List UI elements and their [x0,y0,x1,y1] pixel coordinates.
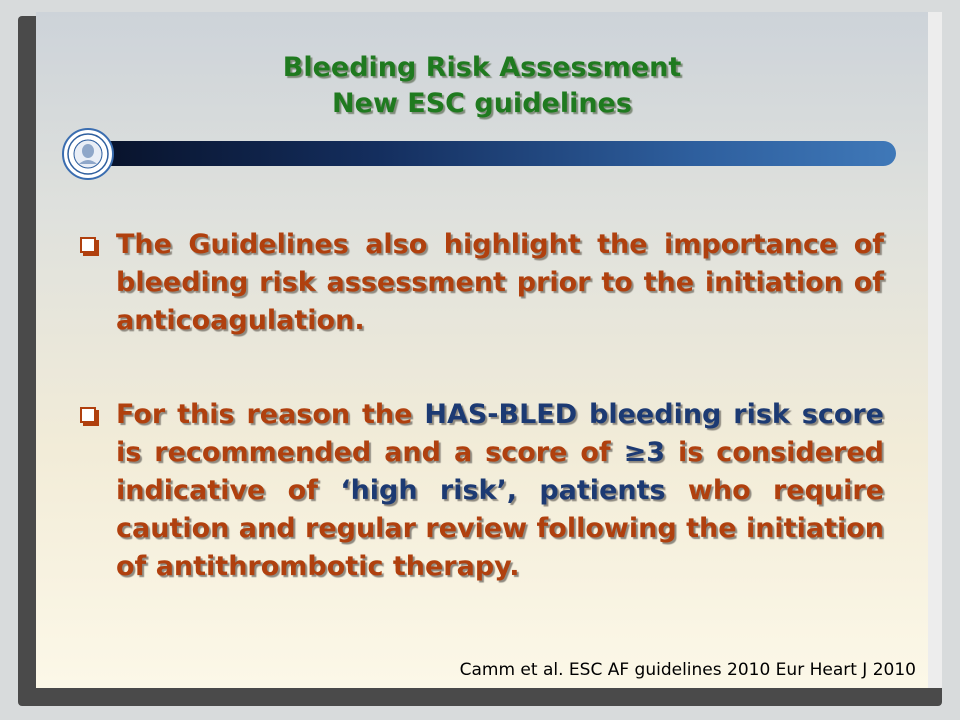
high-risk-term: ‘high risk’, patients [340,475,666,506]
society-seal-icon [62,128,114,180]
score-threshold: ≥3 [623,437,666,468]
has-bled-term: HAS-BLED bleeding risk score [424,399,884,430]
bullet-2-segment: is recommended and a score of [116,437,624,468]
title-underline-bar [96,141,896,166]
bullet-item-2 [80,396,884,586]
bullet-text-2 [116,396,884,586]
bullet-2-segment: For this reason the [116,399,425,430]
slide [36,12,928,688]
hollow-square-bullet-icon [80,407,96,423]
title-line-2: New ESC guidelines [332,88,632,119]
citation: Camm et al. ESC AF guidelines 2010 Eur Heart J 2010 [459,660,916,680]
bullet-item-1 [80,226,884,340]
bullet-2-segment: who require caution and regular review following the initiation of antithrombotic therapy. [116,475,884,582]
bullet-2-segment: is considered indicative of [116,437,884,506]
slide-title [36,50,928,122]
window-edge-strip [928,12,942,688]
bullet-text-1: The Guidelines also highlight the importance of bleeding risk assessment prior to the initiation of anticoagulation. [116,229,884,336]
title-line-1: Bleeding Risk Assessment [282,52,682,83]
hollow-square-bullet-icon [80,237,96,253]
